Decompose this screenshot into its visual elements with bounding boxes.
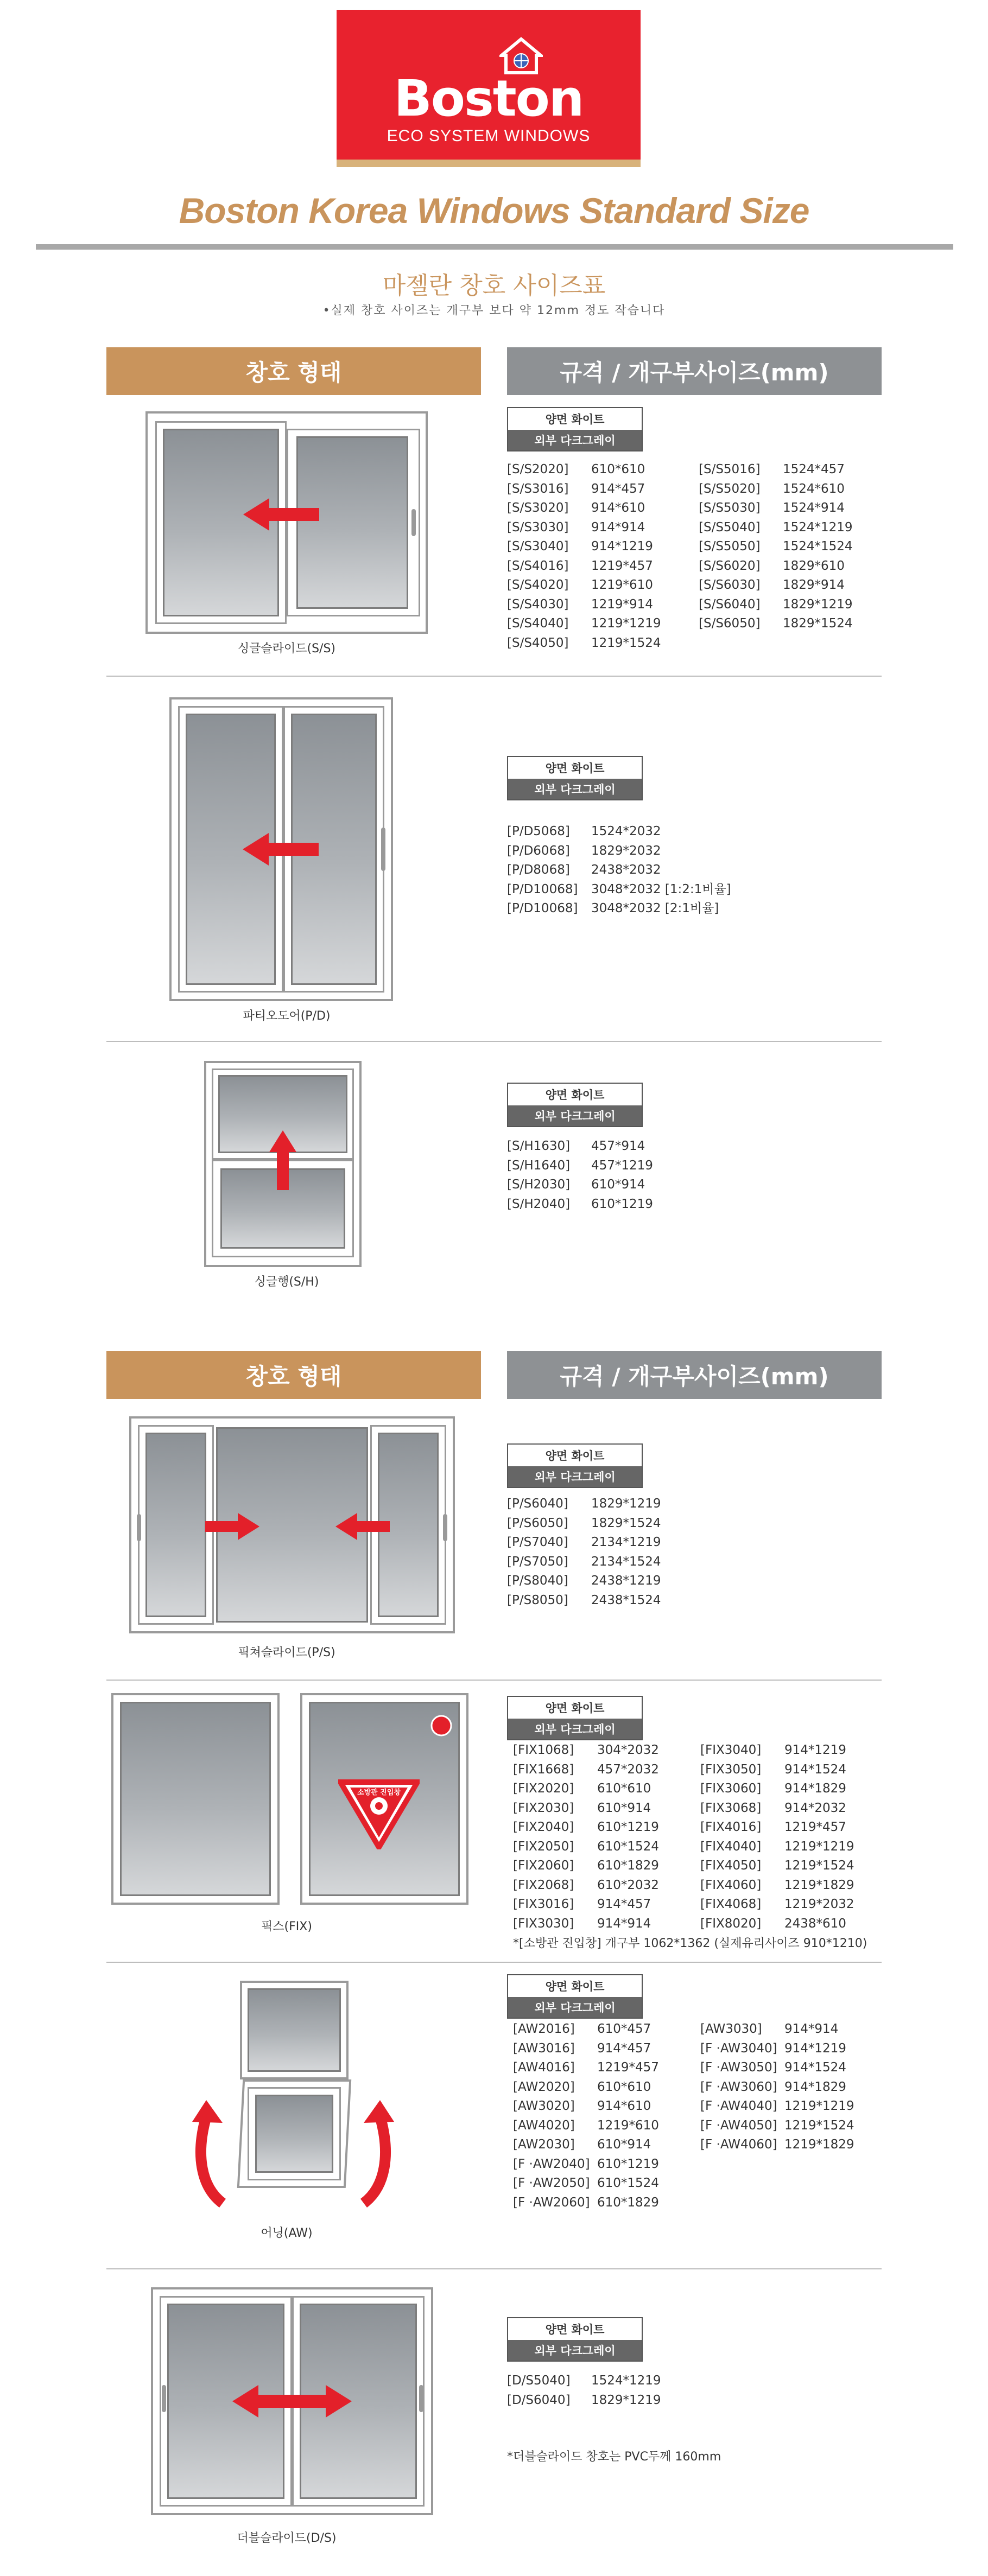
- spec-size: 1829*1219: [591, 2393, 661, 2407]
- spec-row: [513, 1895, 700, 1914]
- spec-size: 457*1219: [591, 1158, 653, 1173]
- spec-row: [700, 1856, 888, 1876]
- spec-code: [FIX3016]: [513, 1897, 574, 1911]
- caption-picture-slide: 픽쳐슬라이드(P/S): [238, 1646, 335, 1659]
- spec-row: [507, 880, 731, 900]
- arrow-up-icon: [269, 1130, 296, 1190]
- spec-code: [FIX2040]: [513, 1820, 574, 1834]
- handle-icon: [443, 1514, 447, 1541]
- section-divider: [106, 1041, 882, 1042]
- spec-row: [700, 1818, 888, 1837]
- spec-code: [FIX4016]: [700, 1820, 762, 1834]
- spec-row: [507, 557, 694, 576]
- spec-size: 610*914: [591, 1178, 645, 1192]
- section-divider: [106, 1680, 882, 1681]
- spec-size: 2438*1219: [591, 1574, 661, 1588]
- spec-list-ss-col1: [507, 460, 694, 653]
- section-divider: [106, 1962, 882, 1963]
- spec-size: 1524*457: [783, 462, 845, 476]
- spec-row: [507, 1572, 694, 1591]
- spec-size: 2438*2032: [591, 863, 661, 877]
- handle-icon: [137, 1514, 141, 1541]
- double-slide-drawing: [151, 2287, 433, 2515]
- spec-code: [P/S6040]: [507, 1497, 568, 1511]
- badge-line-2: 외부 다크그레이: [508, 1719, 642, 1739]
- fire-entry-label: 소방관 진입창: [357, 1789, 401, 1797]
- spec-code: [S/S5020]: [699, 481, 761, 496]
- spec-size: 1829*914: [783, 578, 845, 592]
- spec-code: [FIX3060]: [700, 1782, 762, 1796]
- spec-code: [P/D8068]: [507, 863, 570, 877]
- spec-code: [S/S4050]: [507, 635, 569, 650]
- spec-row: [513, 2193, 700, 2213]
- spec-code: [FIX4040]: [700, 1839, 762, 1854]
- spec-row: [699, 460, 886, 480]
- spec-code: [S/S6020]: [699, 558, 761, 573]
- spec-row: [507, 2371, 694, 2391]
- spec-code: [S/S5030]: [699, 501, 761, 515]
- spec-row: [513, 1799, 700, 1818]
- spec-row: [507, 1494, 694, 1514]
- spec-size: 914*1524: [784, 2060, 846, 2075]
- spec-list-ss-col2: [699, 460, 886, 634]
- spec-code: [FIX2050]: [513, 1839, 574, 1854]
- spec-row: [700, 2116, 888, 2136]
- spec-size: 2134*1524: [591, 1554, 661, 1569]
- spec-size: 610*1829: [597, 2195, 659, 2210]
- spec-code: [FIX4068]: [700, 1897, 762, 1911]
- spec-size: 914*914: [784, 2022, 839, 2036]
- spec-code: [AW4016]: [513, 2060, 575, 2075]
- spec-row: [513, 1760, 700, 1780]
- badge-line-1: 양면 화이트: [508, 1445, 642, 1466]
- spec-row: [700, 1741, 888, 1760]
- spec-code: [F ·AW3040]: [700, 2041, 777, 2056]
- spec-row: [507, 1137, 694, 1156]
- spec-code: [S/S4030]: [507, 597, 569, 612]
- arrow-right-icon: [205, 1513, 259, 1540]
- spec-size: 1524*914: [783, 501, 845, 515]
- spec-row: [507, 1514, 694, 1534]
- spec-list-aw-col1: [513, 2020, 700, 2212]
- header-spec: 규격 / 개구부사이즈(mm): [507, 1351, 882, 1399]
- spec-size: 610*2032: [597, 1878, 659, 1892]
- spec-size: 1829*2032: [591, 843, 661, 858]
- subtitle-note: •실제 창호 사이즈는 개구부 보다 약 12mm 정도 작습니다: [322, 304, 666, 317]
- picture-slide-drawing: [129, 1416, 455, 1633]
- spec-badge: [507, 2317, 643, 2362]
- spec-size: 610*610: [591, 462, 645, 476]
- spec-row: [513, 2174, 700, 2193]
- spec-row: [513, 2058, 700, 2078]
- spec-size: 1524*1524: [783, 539, 853, 554]
- spec-size: 1219*2032: [784, 1897, 854, 1911]
- spec-size: 1219*610: [597, 2118, 659, 2133]
- spec-badge: [507, 1083, 643, 1127]
- spec-row: [700, 2097, 888, 2116]
- spec-code: [FIX1668]: [513, 1762, 574, 1777]
- page-title: Boston Korea Windows Standard Size: [179, 190, 809, 231]
- spec-code: [S/H2040]: [507, 1197, 571, 1211]
- spec-row: [507, 595, 694, 615]
- spec-size: 914*457: [597, 1897, 651, 1911]
- spec-size: 1219*1829: [784, 2138, 854, 2152]
- spec-code: [S/S4016]: [507, 558, 569, 573]
- spec-row: [700, 1876, 888, 1896]
- spec-row: [699, 537, 886, 557]
- header-spec: 규격 / 개구부사이즈(mm): [507, 347, 882, 395]
- spec-code: [AW2016]: [513, 2022, 575, 2036]
- spec-size: 1219*457: [784, 1820, 846, 1834]
- spec-list-fix-col2: [700, 1741, 888, 1933]
- handle-icon: [411, 509, 416, 536]
- spec-code: [P/S6050]: [507, 1516, 568, 1530]
- spec-size: 1829*1524: [591, 1516, 661, 1530]
- spec-code: [FIX4050]: [700, 1859, 762, 1873]
- brand-name: Boston: [394, 69, 584, 128]
- badge-line-2: 외부 다크그레이: [508, 2340, 642, 2361]
- spec-size: 1524*2032: [591, 824, 661, 838]
- spec-row: [507, 518, 694, 538]
- spec-code: [F ·AW4060]: [700, 2138, 777, 2152]
- spec-row: [699, 480, 886, 499]
- spec-code: [AW3030]: [700, 2022, 762, 2036]
- arrow-curve-right-icon: [347, 2100, 396, 2209]
- spec-size: 304*2032: [597, 1743, 659, 1757]
- spec-code: [P/D5068]: [507, 824, 570, 838]
- badge-line-1: 양면 화이트: [508, 1975, 642, 1997]
- spec-size: 610*1219: [597, 1820, 659, 1834]
- ds-note: *더블슬라이드 창호는 PVC두께 160mm: [507, 2450, 721, 2464]
- arrow-left-icon: [335, 1513, 390, 1540]
- fix-drawing: [111, 1693, 470, 1905]
- caption-fix: 픽스(FIX): [261, 1920, 312, 1933]
- spec-row: [700, 2135, 888, 2155]
- spec-code: [FIX1068]: [513, 1743, 574, 1757]
- spec-code: [S/S3016]: [507, 481, 569, 496]
- spec-row: [513, 1837, 700, 1857]
- spec-code: [S/S3020]: [507, 501, 569, 515]
- spec-row: [507, 537, 694, 557]
- spec-row: [700, 1837, 888, 1857]
- section-divider: [106, 676, 882, 677]
- handle-icon: [162, 2385, 166, 2412]
- spec-code: [P/D10068]: [507, 901, 578, 915]
- spec-code: [P/S7040]: [507, 1535, 568, 1549]
- spec-code: [P/D6068]: [507, 843, 570, 858]
- spec-size: 914*1219: [591, 539, 653, 554]
- spec-size: 1524*1219: [591, 2374, 661, 2388]
- spec-row: [507, 614, 694, 634]
- spec-size: 914*1829: [784, 1782, 846, 1796]
- spec-row: [513, 2135, 700, 2155]
- spec-size: 914*914: [597, 1916, 651, 1931]
- spec-badge: [507, 407, 643, 451]
- spec-row: [507, 1533, 694, 1553]
- spec-size: 2438*610: [784, 1916, 846, 1931]
- header-window-type: 창호 형태: [106, 347, 481, 395]
- spec-size: 3048*2032 [1:2:1비율]: [591, 882, 731, 896]
- spec-code: [F ·AW4050]: [700, 2118, 777, 2133]
- spec-size: 1219*1219: [784, 1839, 854, 1854]
- spec-row: [700, 1760, 888, 1780]
- spec-size: 914*610: [591, 501, 645, 515]
- spec-code: [F ·AW2060]: [513, 2195, 590, 2210]
- spec-list-aw-col2: [700, 2020, 888, 2155]
- spec-size: 914*914: [591, 520, 645, 535]
- spec-row: [513, 2097, 700, 2116]
- single-hung-drawing: [204, 1061, 362, 1267]
- spec-badge: [507, 1443, 643, 1488]
- spec-code: [AW2030]: [513, 2138, 575, 2152]
- badge-line-2: 외부 다크그레이: [508, 430, 642, 450]
- spec-code: [S/S5016]: [699, 462, 761, 476]
- spec-size: 1219*1524: [784, 1859, 854, 1873]
- spec-size: 1829*1219: [591, 1497, 661, 1511]
- spec-badge: [507, 1974, 643, 2019]
- badge-line-2: 외부 다크그레이: [508, 779, 642, 799]
- spec-row: [700, 2020, 888, 2039]
- spec-row: [699, 595, 886, 615]
- spec-code: [AW2020]: [513, 2079, 575, 2094]
- brand-tagline: ECO SYSTEM WINDOWS: [387, 127, 591, 145]
- spec-code: [AW4020]: [513, 2118, 575, 2133]
- spec-badge: [507, 1696, 643, 1740]
- spec-code: [FIX3040]: [700, 1743, 762, 1757]
- spec-row: [507, 1591, 694, 1611]
- spec-code: [D/S5040]: [507, 2374, 571, 2388]
- spec-list-pd: [507, 822, 731, 919]
- spec-size: 1219*457: [597, 2060, 659, 2075]
- badge-line-1: 양면 화이트: [508, 408, 642, 430]
- spec-row: [700, 2058, 888, 2078]
- spec-size: 1219*610: [591, 578, 653, 592]
- spec-size: 610*610: [597, 1782, 651, 1796]
- spec-code: [D/S6040]: [507, 2393, 571, 2407]
- spec-size: 610*1219: [591, 1197, 653, 1211]
- arrow-left-icon: [243, 498, 319, 531]
- spec-row: [700, 1779, 888, 1799]
- spec-code: [S/H2030]: [507, 1178, 571, 1192]
- header-window-type: 창호 형태: [106, 1351, 481, 1399]
- arrow-double-icon: [232, 2385, 352, 2418]
- spec-size: 1524*610: [783, 481, 845, 496]
- spec-row: [513, 1818, 700, 1837]
- spec-code: [F ·AW2040]: [513, 2157, 590, 2171]
- spec-row: [507, 822, 694, 842]
- spec-row: [507, 2391, 694, 2410]
- spec-row: [513, 1779, 700, 1799]
- spec-row: [513, 2155, 700, 2174]
- spec-row: [507, 1175, 694, 1195]
- spec-row: [507, 1156, 694, 1176]
- badge-line-1: 양면 화이트: [508, 1084, 642, 1105]
- spec-code: [FIX3030]: [513, 1916, 574, 1931]
- spec-size: 1829*1219: [783, 597, 853, 612]
- spec-size: 610*914: [597, 2138, 651, 2152]
- spec-code: [FIX8020]: [700, 1916, 762, 1931]
- spec-size: 1219*1829: [784, 1878, 854, 1892]
- single-slide-drawing: [145, 411, 428, 634]
- spec-row: [699, 518, 886, 538]
- spec-code: [P/S8040]: [507, 1574, 568, 1588]
- caption-double-slide: 더블슬라이드(D/S): [237, 2532, 337, 2545]
- section-divider: [106, 2268, 882, 2269]
- spec-list-fix-col1: [513, 1741, 700, 1933]
- spec-size: 1829*1524: [783, 616, 853, 631]
- patio-door-drawing: [169, 697, 393, 1001]
- title-divider: [36, 244, 953, 250]
- spec-code: [S/S2020]: [507, 462, 569, 476]
- spec-row: [513, 1876, 700, 1896]
- spec-row: [699, 499, 886, 518]
- spec-row: [513, 2020, 700, 2039]
- spec-code: [P/S7050]: [507, 1554, 568, 1569]
- spec-row: [700, 2039, 888, 2059]
- spec-row: [513, 1741, 700, 1760]
- spec-row: [507, 1553, 694, 1572]
- spec-code: [FIX2020]: [513, 1782, 574, 1796]
- spec-size: 1219*1219: [784, 2099, 854, 2113]
- spec-list-sh: [507, 1137, 694, 1214]
- arrow-left-icon: [243, 833, 319, 866]
- spec-code: [S/S4040]: [507, 616, 569, 631]
- spec-code: [S/S3040]: [507, 539, 569, 554]
- spec-row: [699, 576, 886, 595]
- spec-size: 1219*914: [591, 597, 653, 612]
- badge-line-1: 양면 화이트: [508, 1697, 642, 1719]
- handle-icon: [381, 828, 385, 871]
- spec-size: 3048*2032 [2:1비율]: [591, 901, 719, 915]
- spec-code: [AW3020]: [513, 2099, 575, 2113]
- spec-size: 610*1524: [597, 2176, 659, 2190]
- caption-awning: 어닝(AW): [261, 2227, 313, 2240]
- spec-row: [700, 1895, 888, 1914]
- spec-list-ds: [507, 2371, 694, 2410]
- spec-size: 914*1219: [784, 1743, 846, 1757]
- arrow-curve-left-icon: [190, 2100, 239, 2209]
- spec-size: 2134*1219: [591, 1535, 661, 1549]
- spec-size: 457*914: [591, 1139, 645, 1153]
- spec-row: [513, 2078, 700, 2097]
- spec-code: [F ·AW3050]: [700, 2060, 777, 2075]
- spec-code: [FIX4060]: [700, 1878, 762, 1892]
- spec-row: [507, 480, 694, 499]
- brand-logo: [337, 10, 641, 160]
- awning-drawing: [190, 1981, 396, 2214]
- badge-line-2: 외부 다크그레이: [508, 1997, 642, 2018]
- spec-row: [699, 557, 886, 576]
- spec-code: [F ·AW3060]: [700, 2079, 777, 2094]
- spec-size: 1219*1524: [784, 2118, 854, 2133]
- spec-size: 2438*1524: [591, 1593, 661, 1607]
- badge-line-2: 외부 다크그레이: [508, 1105, 642, 1126]
- spec-code: [S/S5050]: [699, 539, 761, 554]
- spec-size: 914*1524: [784, 1762, 846, 1777]
- badge-line-1: 양면 화이트: [508, 757, 642, 779]
- spec-row: [507, 460, 694, 480]
- spec-size: 914*2032: [784, 1801, 846, 1815]
- badge-line-1: 양면 화이트: [508, 2318, 642, 2340]
- spec-code: [S/H1630]: [507, 1139, 571, 1153]
- badge-line-2: 외부 다크그레이: [508, 1466, 642, 1487]
- spec-row: [513, 2039, 700, 2059]
- spec-row: [507, 842, 694, 861]
- spec-size: 610*914: [597, 1801, 651, 1815]
- fix-note: *[소방관 진입창] 개구부 1062*1362 (실제유리사이즈 910*1210): [513, 1937, 867, 1950]
- spec-row: [513, 1856, 700, 1876]
- spec-code: [F ·AW4040]: [700, 2099, 777, 2113]
- spec-code: [FIX2068]: [513, 1878, 574, 1892]
- spec-size: 914*610: [597, 2099, 651, 2113]
- caption-single-hung: 싱글행(S/H): [254, 1275, 319, 1289]
- caption-single-slide: 싱글슬라이드(S/S): [237, 642, 336, 656]
- spec-code: [S/S6050]: [699, 616, 761, 631]
- spec-row: [507, 634, 694, 653]
- spec-code: [FIX3050]: [700, 1762, 762, 1777]
- spec-size: 914*1219: [784, 2041, 846, 2056]
- spec-code: [F ·AW2050]: [513, 2176, 590, 2190]
- spec-row: [700, 1914, 888, 1934]
- fire-sticker-icon: [430, 1715, 452, 1737]
- spec-code: [FIX2030]: [513, 1801, 574, 1815]
- spec-size: 610*1219: [597, 2157, 659, 2171]
- spec-row: [507, 899, 719, 919]
- spec-code: [AW3016]: [513, 2041, 575, 2056]
- spec-size: 1219*457: [591, 558, 653, 573]
- spec-size: 457*2032: [597, 1762, 659, 1777]
- spec-code: [S/S6030]: [699, 578, 761, 592]
- spec-size: 1829*610: [783, 558, 845, 573]
- spec-row: [513, 2116, 700, 2136]
- spec-size: 914*457: [591, 481, 645, 496]
- spec-row: [507, 576, 694, 595]
- spec-code: [S/S4020]: [507, 578, 569, 592]
- spec-code: [S/S5040]: [699, 520, 761, 535]
- spec-size: 1219*1219: [591, 616, 661, 631]
- spec-row: [699, 614, 886, 634]
- spec-row: [700, 2078, 888, 2097]
- spec-code: [P/S8050]: [507, 1593, 568, 1607]
- spec-size: 914*1829: [784, 2079, 846, 2094]
- spec-row: [700, 1799, 888, 1818]
- spec-code: [FIX2060]: [513, 1859, 574, 1873]
- spec-row: [507, 861, 694, 880]
- spec-size: 610*1829: [597, 1859, 659, 1873]
- spec-code: [S/H1640]: [507, 1158, 571, 1173]
- spec-size: 1219*1524: [591, 635, 661, 650]
- spec-row: [513, 1914, 700, 1934]
- spec-list-ps: [507, 1494, 694, 1610]
- handle-icon: [419, 2385, 423, 2412]
- spec-code: [S/S3030]: [507, 520, 569, 535]
- spec-size: 610*1524: [597, 1839, 659, 1854]
- spec-row: [507, 499, 694, 518]
- spec-badge: [507, 756, 643, 800]
- spec-size: 914*457: [597, 2041, 651, 2056]
- spec-row: [507, 1195, 694, 1214]
- spec-size: 610*457: [597, 2022, 651, 2036]
- spec-size: 1524*1219: [783, 520, 853, 535]
- spec-code: [S/S6040]: [699, 597, 761, 612]
- caption-patio-door: 파티오도어(P/D): [243, 1009, 331, 1023]
- table-subtitle: 마젤란 창호 사이즈표: [382, 272, 606, 300]
- spec-code: [FIX3068]: [700, 1801, 762, 1815]
- spec-code: [P/D10068]: [507, 882, 578, 896]
- spec-size: 610*610: [597, 2079, 651, 2094]
